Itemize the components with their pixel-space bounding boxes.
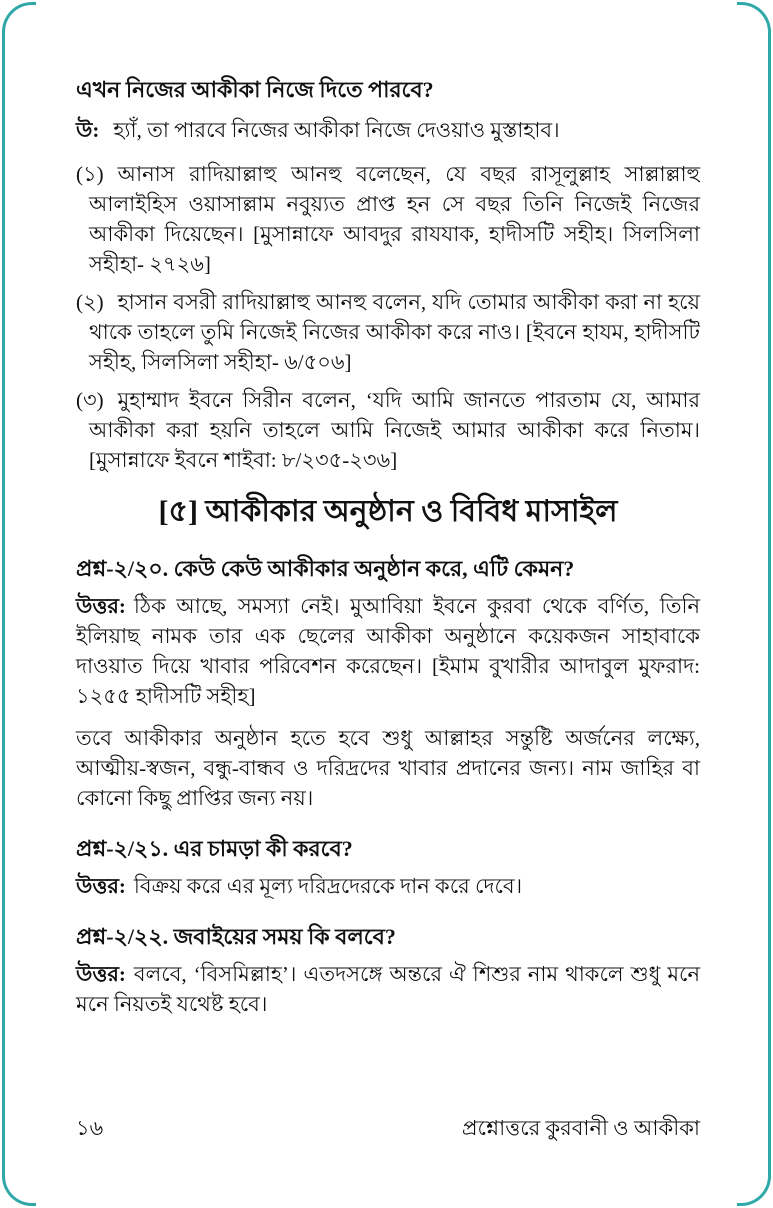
qa-answer bbox=[76, 591, 700, 711]
qa-note: তবে আকীকার অনুষ্ঠান হতে হবে শুধু আল্লাহর সন্তুষ্টি অর্জনের লক্ষ্যে, আত্মীয়-স্বজন, বন্ধু-বান্ধব ও দরিদ্রদের খাবার প্রদানের জন্য। নাম জাহির বা কোনো কিছু প্রাপ্তির জন্য নয়। bbox=[76, 726, 700, 810]
running-title: প্রশ্নোত্তরে কুরবানী ও আকীকা bbox=[461, 1116, 700, 1140]
evidence-item-2 bbox=[76, 287, 700, 377]
evidence-number: (২) bbox=[76, 290, 104, 314]
question-heading: এখন নিজের আকীকা নিজে দিতে পারবে? bbox=[76, 77, 434, 102]
evidence-list bbox=[76, 159, 700, 475]
answer-text: হ্যাঁ, তা পারবে নিজের আকীকা নিজে দেওয়াও মুস্তাহাব। bbox=[113, 118, 560, 142]
evidence-text: হাসান বসরী রাদিয়াল্লাহু আনহু বলেন, যদি তোমার আকীকা করা না হয়ে থাকে তাহলে তুমি নিজেই নিজের আকীকা করে নাও। [ইবনে হাযম, হাদীসটি সহীহ, সিলসিলা সহীহা- ৬/৫০৬] bbox=[89, 290, 700, 374]
qa-answer-label: উত্তর: bbox=[76, 874, 126, 898]
qa-block-2-20 bbox=[76, 553, 700, 813]
qa-block-2-22 bbox=[76, 921, 700, 1019]
corner-mark-bottom-right bbox=[737, 1172, 771, 1206]
qa-answer-text: বিক্রয় করে এর মূল্য দরিদ্রদেরকে দান করে দেবে। bbox=[133, 874, 523, 898]
evidence-item-1 bbox=[76, 159, 700, 279]
qa-question: প্রশ্ন-২/২০. কেউ কেউ আকীকার অনুষ্ঠান করে, এটি কেমন? bbox=[76, 556, 575, 581]
section-heading: [৫] আকীকার অনুষ্ঠান ও বিবিধ মাসাইল bbox=[158, 495, 618, 528]
qa-answer bbox=[76, 871, 700, 901]
answer-line bbox=[76, 115, 700, 145]
evidence-text: আনাস রাদিয়াল্লাহু আনহু বলেছেন, যে বছর রাসূলুল্লাহ সাল্লাল্লাহু আলাইহিস ওয়াসাল্লাম নবুয়্যত প্রাপ্ত হন সে বছর তিনি নিজেই নিজের আকীকা দিয়েছেন। [মুসান্নাফে আবদুর রাযযাক, হাদীসটি সহীহ। সিলসিলা সহীহা- ২৭২৬] bbox=[89, 162, 700, 276]
evidence-text: মুহাম্মাদ ইবনে সিরীন বলেন, ‘যদি আমি জানতে পারতাম যে, আমার আকীকা করা হয়নি তাহলে আমি নিজেই আমার আকীকা করে নিতাম। [মুসান্নাফে ইবনে শাইবা: ৮/২৩৫-২৩৬] bbox=[89, 388, 700, 472]
evidence-number: (৩) bbox=[76, 388, 104, 412]
page-number: ১৬ bbox=[76, 1116, 104, 1140]
qa-block-2-21 bbox=[76, 833, 700, 901]
qa-question: প্রশ্ন-২/২১. এর চামড়া কী করবে? bbox=[76, 836, 353, 861]
qa-answer-label: উত্তর: bbox=[76, 594, 126, 618]
answer-label: উ: bbox=[76, 118, 100, 142]
qa-question: প্রশ্ন-২/২২. জবাইয়ের সময় কি বলবে? bbox=[76, 924, 396, 949]
qa-answer bbox=[76, 959, 700, 1019]
corner-mark-bottom-left bbox=[2, 1172, 36, 1206]
qa-answer-text: বলবে, ‘বিসমিল্লাহ’। এতদসঙ্গে অন্তরে ঐ শিশুর নাম থাকলে শুধু মনে মনে নিয়তই যথেষ্ট হবে। bbox=[76, 962, 700, 1016]
evidence-number: (১) bbox=[76, 162, 104, 186]
footer bbox=[76, 1113, 700, 1143]
qa-answer-text: ঠিক আছে, সমস্যা নেই। মুআবিয়া ইবনে কুরবা থেকে বর্ণিত, তিনি ইলিয়াছ নামক তার এক ছেলের আকীকা অনুষ্ঠানে কয়েকজন সাহাবাকে দাওয়াত দিয়ে খাবার পরিবেশন করেছেন। [ইমাম বুখারীর আদাবুল মুফরাদ: ১২৫৫ হাদীসটি সহীহ] bbox=[76, 594, 700, 708]
evidence-item-3 bbox=[76, 385, 700, 475]
qa-answer-label: উত্তর: bbox=[76, 962, 126, 986]
